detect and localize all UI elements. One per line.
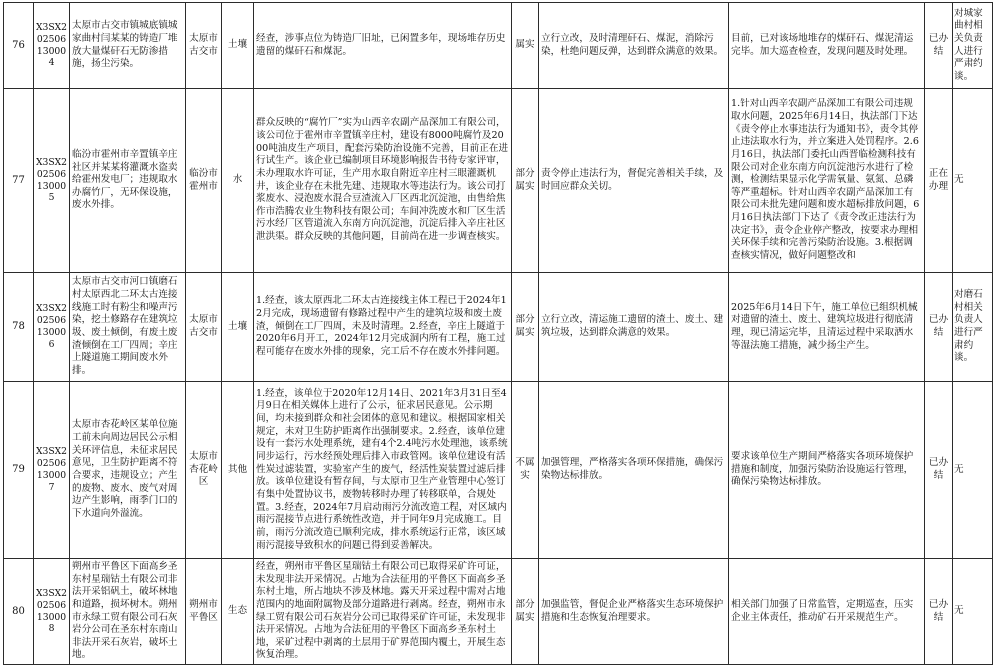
handling-requirements: 加强管理，严格落实各项环保措施，确保污染物达标排放。 (539, 382, 729, 559)
verdict: 部分属实 (512, 559, 539, 665)
pollution-type: 生态 (222, 559, 254, 665)
status: 正在办理 (925, 89, 953, 273)
case-code: X3SX202506130008 (34, 559, 70, 665)
investigation-findings: 1.经查，该单位于2020年12月14日、2021年3月31日至4月9日在相关媒体上进行了公示，征求居民意见。公示期间，均未接到群众和社会团体的意见和建议。根据国家相关规定，未对卫生防护距离作出强制要求。2.经查，该单位建设有一套污水处理系统，建有4个2.4吨污水处理池，该系统同步运行，污水经预处理后排入市政管网。该单位建设有活性炭过滤装置，实验室产生的废气，经活性炭装置过滤后排放。该单位建设有暂存间，与太原市卫生产业管理中心签订有集中处置协议书，废物转移时办理了转移联单，合规处置。3.经查，2024年7月启动雨污分流改造工程，对区域内雨污混接节点进行系统性改造，并于同年9月完成施工。目前，雨污分流改造已顺利完成，排水系统运行正常，该区域雨污混接导致积水的问题已得到妥善解决。 (254, 382, 512, 559)
pollution-type: 土壤 (222, 273, 254, 382)
verdict: 属实 (512, 3, 539, 89)
status: 已办结 (925, 3, 953, 89)
accountability: 对城家曲村相关负责人进行严肃约谈。 (953, 3, 993, 89)
complaint-table (3, 2, 993, 665)
region: 太原市古交市 (186, 273, 222, 382)
status: 已办结 (925, 382, 953, 559)
investigation-findings: 群众反映的“腐竹厂”实为山西辛农副产品深加工有限公司，该公司位于霍州市辛置镇辛庄村，建设有8000吨腐竹及2000吨油皮生产项目，配套污染防治设施不完善，目前正在进行试生产。该企业已编制项目环境影响报告书待专家评审，未办理取水许可证，生产用水取自附近辛庄村三眼灌溉机井，该企业存在未批先建、违规取水等违法行为。该公司打浆废水、浸泡废水混合豆渣流入厂区西北沉淀池，由售给焦作市浩腾农业生物科技有限公司；车间冲洗废水和厂区生活污水经厂区管道流入东南方向沉淀池，沉淀后排入辛庄社区泄洪渠。群众反映的其他问题，目前尚在进一步调查核实。 (254, 89, 512, 273)
verdict: 部分属实 (512, 273, 539, 382)
case-code: X3SX202506130007 (34, 382, 70, 559)
row-number: 77 (4, 89, 34, 273)
pollution-type: 水 (222, 89, 254, 273)
table-row (4, 273, 993, 382)
accountability: 无 (953, 559, 993, 665)
row-number: 76 (4, 3, 34, 89)
row-number: 80 (4, 559, 34, 665)
table-row (4, 3, 993, 89)
case-code: X3SX202506130005 (34, 89, 70, 273)
investigation-findings: 1.经查，该太原西北二环太古连接线主体工程已于2024年12月完成，现场遗留有修路过程中产生的建筑垃圾和废土废渣，倾倒在工厂四周，未及时清理。2.经查，辛庄上隧道于2020年6月开工，2024年12月完成洞内所有工程，施工过程可能存在废水外排的现象，完工后不存在废水外排问题。 (254, 273, 512, 382)
handling-requirements: 立行立改，清运施工遗留的渣土、废土、建筑垃圾，达到群众满意的效果。 (539, 273, 729, 382)
handling-requirements: 立行立改，及时清理矸石、煤泥，消除污染，杜绝问题反弹，达到群众满意的效果。 (539, 3, 729, 89)
status: 已办结 (925, 273, 953, 382)
complaint-content: 临汾市霍州市辛置镇辛庄社区并某某将灌溉水盗卖给霍州发电厂；违规取水办腐竹厂，无环保设施，废水外排。 (70, 89, 186, 273)
case-code: X3SX202506130006 (34, 273, 70, 382)
investigation-findings: 经查，朔州市平鲁区星瑞钴土有限公司已取得采矿许可证，未发现非法开采情况。占地为合法征用的平鲁区下面高乡圣东村土地，所占地块不涉及林地。露天开采过程中需对占地范围内的地面附属物及部分道路进行剥离。经查，朔州市永绿工贸有限公司石灰岩分公司已取得采矿许可证，未发现非法开采情况。占地为合法征用的平鲁区下面高乡圣东村土地，采矿过程中剥离的土层用于矿界范围内覆土，开展生态恢复治理。 (254, 559, 512, 665)
row-number: 79 (4, 382, 34, 559)
investigation-findings: 经查，涉事点位为铸造厂旧址，已闲置多年，现场堆存历史遗留的煤矸石和煤泥。 (254, 3, 512, 89)
complaint-content: 太原市古交市河口镇磨石村太原西北二环太古连接线施工时有粉尘和噪声污染，挖土修路存在建筑垃圾、废土倾倒，有废土废渣倾倒在工厂四周；辛庄上隧道施工期间废水外排。 (70, 273, 186, 382)
case-code: X3SX202506130004 (34, 3, 70, 89)
handling-requirements: 责令停止违法行为，督促完善相关手续，及时回应群众关切。 (539, 89, 729, 273)
rectification-progress: 2025年6月14日下午，施工单位已组织机械对遗留的渣土、废土、建筑垃圾进行彻底清理，现已清运完毕，且清运过程中采取洒水等湿法施工措施，减少扬尘产生。 (729, 273, 925, 382)
region: 太原市杏花岭区 (186, 382, 222, 559)
verdict: 不属实 (512, 382, 539, 559)
region: 临汾市霍州市 (186, 89, 222, 273)
pollution-type: 其他 (222, 382, 254, 559)
accountability: 对磨石村相关负责人进行严肃约谈。 (953, 273, 993, 382)
verdict: 部分属实 (512, 89, 539, 273)
complaint-content: 朔州市平鲁区下面高乡圣东村星瑞钴土有限公司非法开采铝矾土，破坏林地和道路，损坏树木。朔州市永绿工贸有限公司石灰岩分公司在圣东村东南山非法开采石灰岩，破坏土地。 (70, 559, 186, 665)
rectification-progress: 要求该单位生产期间严格落实各项环境保护措施和制度，加强污染防治设施运行管理，确保污染物达标排放。 (729, 382, 925, 559)
rectification-progress: 目前，已对该场地堆存的煤矸石、煤泥清运完毕。加大巡查检查，发现问题及时处理。 (729, 3, 925, 89)
status: 已办结 (925, 559, 953, 665)
rectification-progress: 1.针对山西辛农副产品深加工有限公司违规取水问题，2025年6月14日，执法部门下达《责令停止水事违法行为通知书》，责令其停止违法取水行为，并立案进入处罚程序。2.6月16日，执法部门委托山西晋临检测科技有限公司对企业东南方向沉淀池污水进行了检测，检测结果显示化学需氧量、氨氮、总磷等严重超标。针对山西辛农副产品深加工有限公司未批先建问题和废水超标排放问题，6月16日执法部门下达了《责令改正违法行为决定书》，责令企业停产整改，按要求办理相关环保手续和完善污染防治设施。3.根据调查核实情况，做好问题整改和 (731, 98, 920, 262)
row-number: 78 (4, 273, 34, 382)
handling-requirements: 加强监管，督促企业严格落实生态环境保护措施和生态恢复治理要求。 (539, 559, 729, 665)
complaint-content: 太原市杏花岭区某单位施工前未向周边居民公示相关环评信息，未征求居民意见，卫生防护距离不符合要求，违规设立；产生的废物、废水、废气对周边产生影响，雨季门口的下水道向外溢流。 (70, 382, 186, 559)
table-row (4, 559, 993, 665)
table-row (4, 89, 993, 273)
region: 太原市古交市 (186, 3, 222, 89)
complaint-content: 太原市古交市镇城底镇城家曲村闫某某的铸造厂堆放大量煤矸石无防渗措施，扬尘污染。 (70, 3, 186, 89)
rectification-progress: 相关部门加强了日常监管，定期巡查，压实企业主体责任，推动矿石开采规范生产。 (729, 559, 925, 665)
pollution-type: 土壤 (222, 3, 254, 89)
accountability: 无 (953, 89, 993, 273)
accountability: 无 (953, 382, 993, 559)
region: 朔州市平鲁区 (186, 559, 222, 665)
table-row (4, 382, 993, 559)
